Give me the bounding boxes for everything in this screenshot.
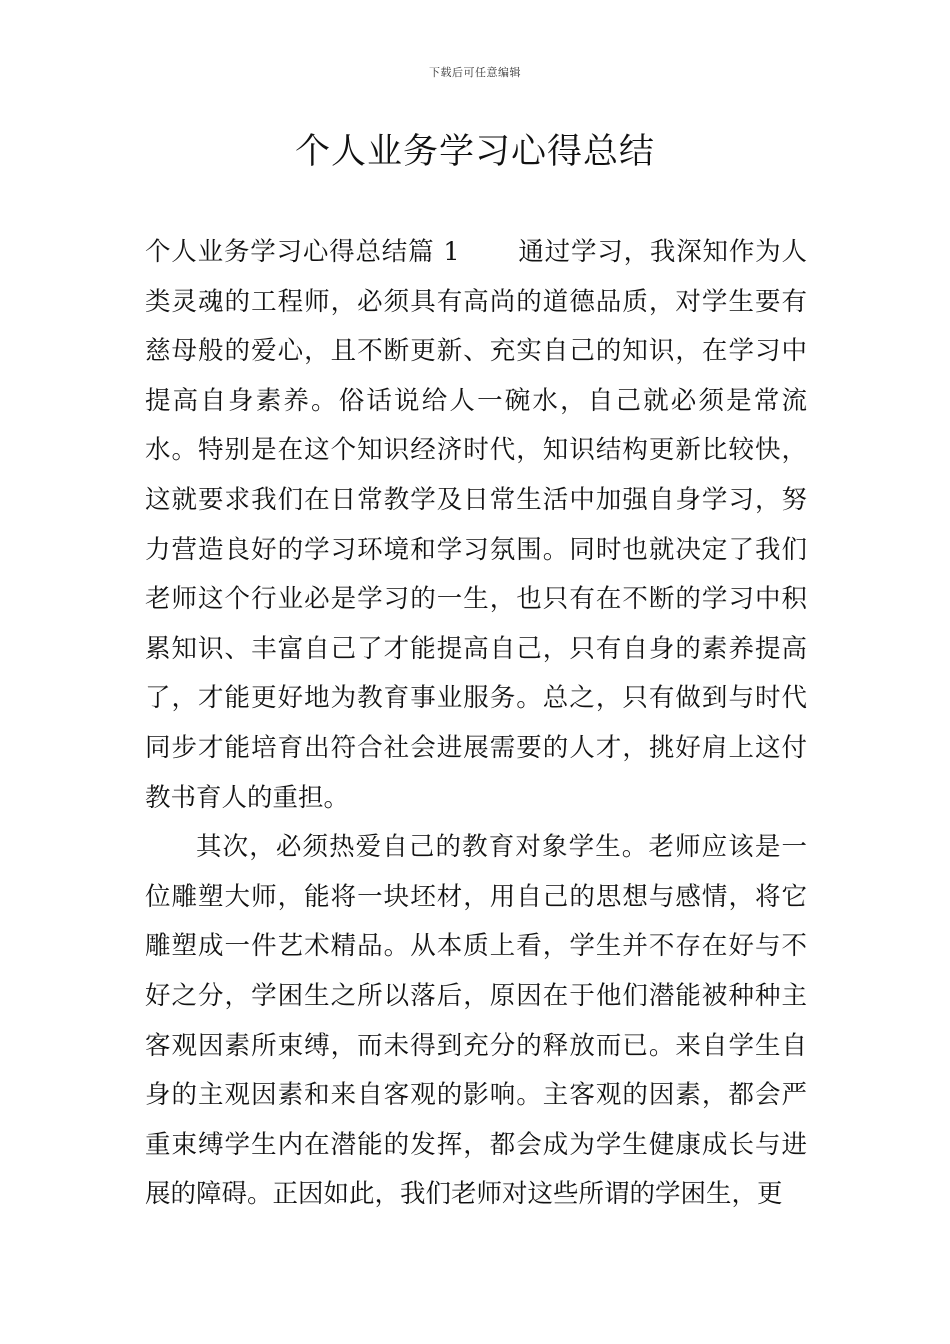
section-heading: 个人业务学习心得总结篇 1 xyxy=(145,237,460,267)
document-body xyxy=(145,228,807,1220)
document-title: 个人业务学习心得总结 xyxy=(294,132,655,172)
header-note: 下载后可任意编辑 xyxy=(429,66,521,79)
paragraph-2: 其次，必须热爱自己的教育对象学生。老师应该是一位雕塑大师，能将一块坯材，用自己的思想与感情，将它雕塑成一件艺术精品。从本质上看，学生并不存在好与不好之分，学困生之所以落后，原因在于他们潜能被种种主客观因素所束缚，而未得到充分的释放而已。来自学生自身的主观因素和来自客观的影响。主客观的因素，都会严重束缚学生内在潜能的发挥，都会成为学生健康成长与进展的障碍。正因如此，我们老师对这些所谓的学困生，更 xyxy=(145,832,807,1210)
paragraph-1-text: 通过学习，我深知作为人类灵魂的工程师，必须具有高尚的道德品质，对学生要有慈母般的爱心，且不断更新、充实自己的知识，在学习中提高自身素养。俗话说给人一碗水，自己就必须是常流水。特别是在这个知识经济时代，知识结构更新比较快，这就要求我们在日常教学及日常生活中加强自身学习，努力营造良好的学习环境和学习氛围。同时也就决定了我们老师这个行业必是学习的一生，也只有在不断的学习中积累知识、丰富自己了才能提高自己，只有自身的素养提高了，才能更好地为教育事业服务。总之，只有做到与时代同步才能培育出符合社会进展需要的人才，挑好肩上这付教书育人的重担。 xyxy=(145,237,807,813)
paragraph-first xyxy=(145,228,807,823)
